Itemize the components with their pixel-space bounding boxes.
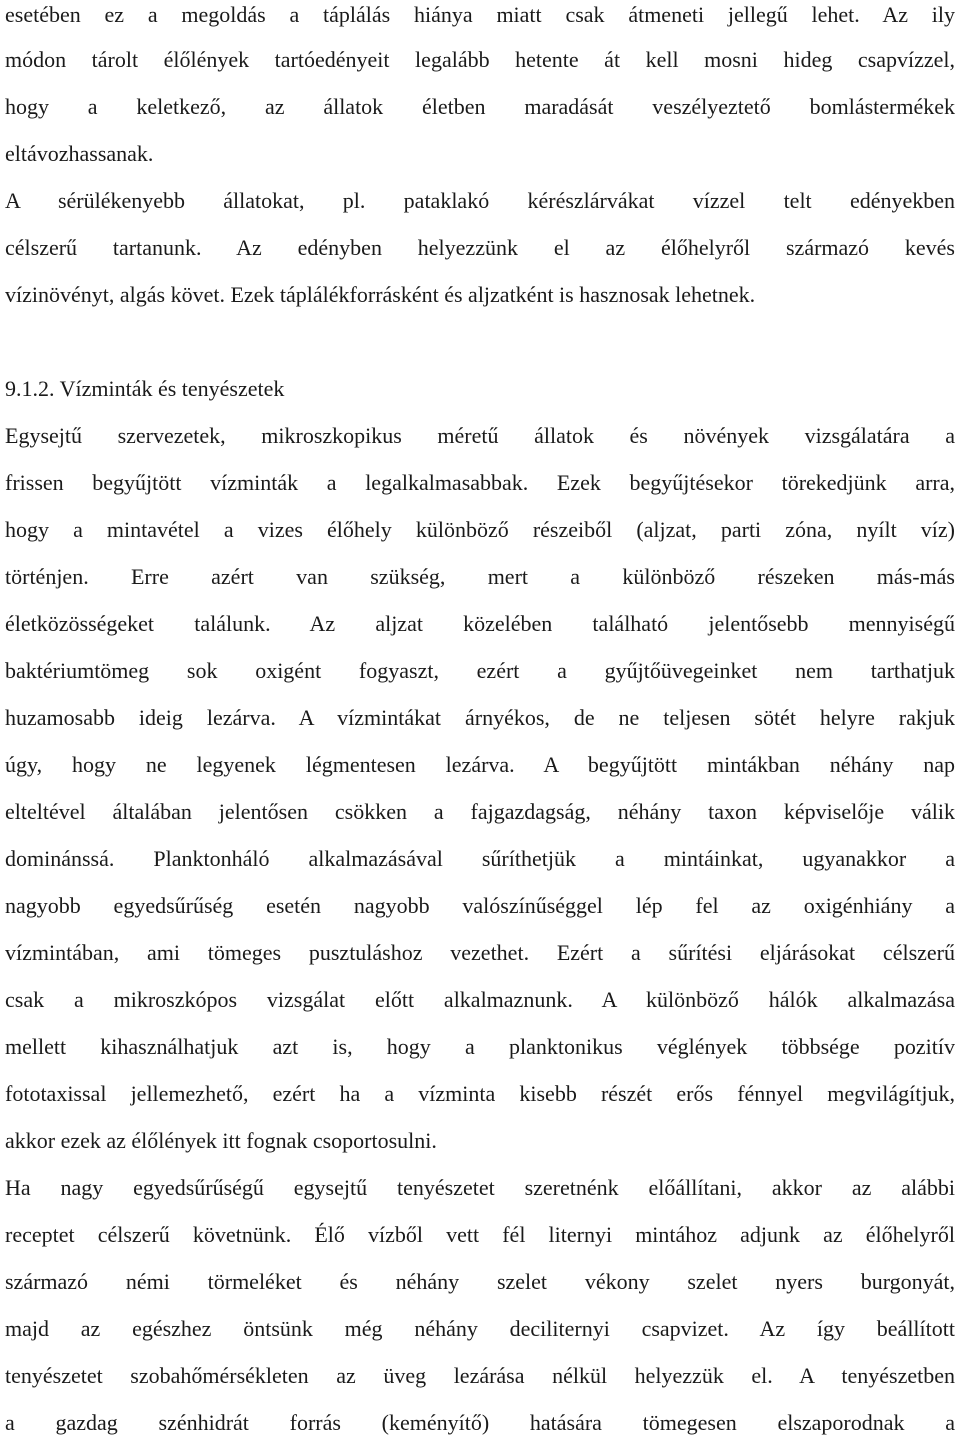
paragraph-line: huzamosabb ideig lezárva. A vízmintákat árnyékos, de ne teljesen sötét helyre rakjuk bbox=[5, 705, 955, 730]
paragraph-line: dominánssá. Planktonháló alkalmazásával sűríthetjük a mintáinkat, ugyanakkor a bbox=[5, 846, 955, 871]
paragraph-line: származó némi törmeléket és néhány szelet vékony szelet nyers burgonyát, bbox=[5, 1269, 955, 1294]
paragraph-line: hogy a mintavétel a vizes élőhely különböző részeiből (aljzat, parti zóna, nyílt víz) bbox=[5, 517, 955, 542]
paragraph-line: életközösségeket találunk. Az aljzat közelében található jelentősebb mennyiségű bbox=[5, 611, 955, 636]
paragraph-line: elteltével általában jelentősen csökken a fajgazdagság, néhány taxon képviselője válik bbox=[5, 799, 955, 824]
paragraph-line: majd az egészhez öntsünk még néhány deciliternyi csapvizet. Az így beállított bbox=[5, 1316, 955, 1341]
paragraph-line: vízinövényt, algás követ. Ezek táplálékforrásként és aljzatként is hasznosak lehetnek. bbox=[5, 282, 756, 307]
paragraph-line: fototaxissal jellemezhető, ezért ha a vízminta kisebb részét erős fénnyel megvilágítjuk, bbox=[5, 1081, 955, 1106]
paragraph-line: nagyobb egyedsűrűség esetén nagyobb valószínűséggel lép fel az oxigénhiány a bbox=[5, 893, 955, 918]
paragraph-line: receptet célszerű követnünk. Élő vízből vett fél liternyi mintához adjunk az élőhelyről bbox=[5, 1222, 955, 1247]
paragraph-line: tenyészetet szobahőmérsékleten az üveg lezárása nélkül helyezzük el. A tenyészetben bbox=[5, 1363, 955, 1388]
paragraph-line: A sérülékenyebb állatokat, pl. pataklakó kérészlárvákat vízzel telt edényekben bbox=[5, 188, 955, 213]
paragraph-line: módon tárolt élőlények tartóedényeit legalább hetente át kell mosni hideg csapvízzel, bbox=[5, 47, 955, 72]
section-heading: 9.1.2. Vízminták és tenyészetek bbox=[5, 376, 285, 401]
paragraph-line: Ha nagy egyedsűrűségű egysejtű tenyészetet szeretnénk előállítani, akkor az alábbi bbox=[5, 1175, 955, 1200]
paragraph-line: vízmintában, ami tömeges pusztuláshoz vezethet. Ezért a sűrítési eljárásokat célszerű bbox=[5, 940, 955, 965]
paragraph-line: esetében ez a megoldás a táplálás hiánya miatt csak átmeneti jellegű lehet. Az ily bbox=[5, 2, 955, 27]
paragraph-line: mellett kihasználhatjuk azt is, hogy a planktonikus véglények többsége pozitív bbox=[5, 1034, 955, 1059]
paragraph-line: hogy a keletkező, az állatok életben maradását veszélyeztető bomlástermékek bbox=[5, 94, 955, 119]
paragraph-line: csak a mikroszkópos vizsgálat előtt alkalmaznunk. A különböző hálók alkalmazása bbox=[5, 987, 955, 1012]
paragraph-line: baktériumtömeg sok oxigént fogyaszt, ezért a gyűjtőüvegeinket nem tarthatjuk bbox=[5, 658, 955, 683]
paragraph-line: akkor ezek az élőlények itt fognak csoportosulni. bbox=[5, 1128, 437, 1153]
paragraph-line: történjen. Erre azért van szükség, mert a különböző részeken más-más bbox=[5, 564, 955, 589]
paragraph-line: a gazdag szénhidrát forrás (keményítő) hatására tömegesen elszaporodnak a bbox=[5, 1410, 955, 1435]
paragraph-line: Egysejtű szervezetek, mikroszkopikus méretű állatok és növények vizsgálatára a bbox=[5, 423, 955, 448]
paragraph-line: célszerű tartanunk. Az edényben helyezzünk el az élőhelyről származó kevés bbox=[5, 235, 955, 260]
paragraph-line: eltávozhassanak. bbox=[5, 141, 154, 166]
paragraph-line: frissen begyűjtött vízminták a legalkalmasabbak. Ezek begyűjtésekor törekedjünk arra, bbox=[5, 470, 955, 495]
paragraph-line: úgy, hogy ne legyenek légmentesen lezárva. A begyűjtött mintákban néhány nap bbox=[5, 752, 955, 777]
